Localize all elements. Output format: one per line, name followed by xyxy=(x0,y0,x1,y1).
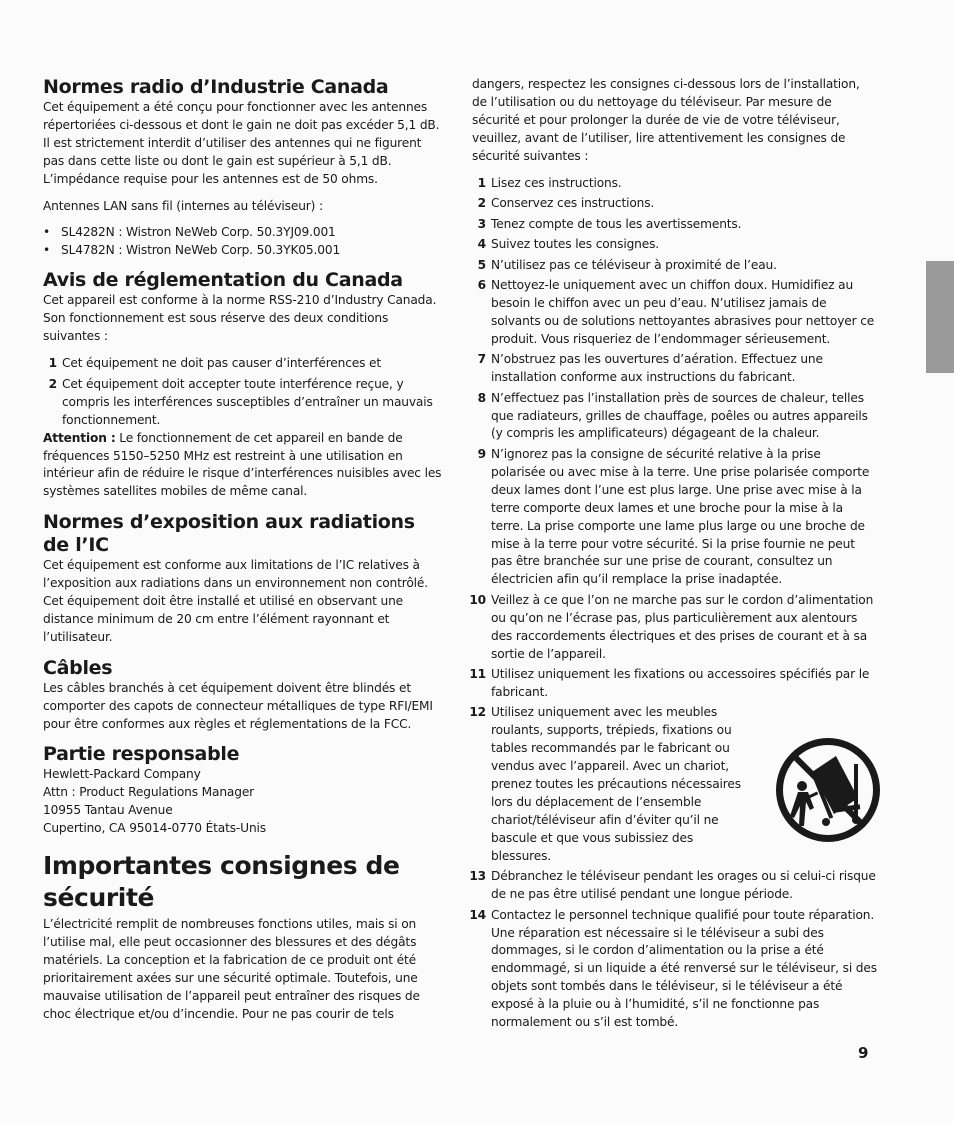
list-item: 11 Utilisez uniquement les fixations ou accessoires spécifiés par le fabricant. xyxy=(469,667,870,699)
section-title-safety: Importantes consignes de sécurité xyxy=(43,851,400,913)
paragraph-radiation: Cet équipement est conforme aux limitations de l’IC relatives à l’exposition aux radiations dans un environnement non contrôlé. Cet équipement doit être installé et utilisé en observant une distance minimum de 20 cm entre l’élément rayonnant et l’utilisateur. xyxy=(43,558,428,644)
paragraph-lan-antennas: Antennes LAN sans fil (internes au téléviseur) : xyxy=(43,198,323,213)
attention-label: Attention : xyxy=(43,430,116,445)
list-item: 10 Veillez à ce que l’on ne marche pas sur le cordon d’alimentation ou qu’on ne l’écrase pas, plus particulièrement aux alentours des raccordements électriques et des prises de courant et à sa sortie de l’appareil. xyxy=(469,592,874,661)
list-item: 13 Débranchez le téléviseur pendant les orages ou si celui-ci risque de ne pas être utilisé pendant une longue période. xyxy=(469,869,876,902)
list-item: 2 Cet équipement doit accepter toute interférence reçue, y compris les interférences susceptibles d’entraîner un mauvais fonctionnement. xyxy=(48,376,433,427)
right-column xyxy=(469,76,877,1032)
list-item: 14 Contactez le personnel technique qualifié pour toute réparation. Une réparation est nécessaire si le téléviseur a subi des dommages, si le cordon d’alimentation ou la prise a été endommagé, si un liquide a été renversé sur le téléviseur, si des objets sont tombés dans le téléviseur, si le téléviseur a été exposé à la pluie ou à l’humidité, s’il ne fonctionne pas normalement ou s’il est tombé. xyxy=(469,907,877,1030)
paragraph-safety-intro: L’électricité remplit de nombreuses fonctions utiles, mais si on l’utilise mal, elle peut occasionner des blessures et des dégâts matériels. La conception et la fabrication de ce produit ont été prioritairement axées sur une sécurité optimale. Toutefois, une mauvaise utilisation de l’appareil peut entraîner des risques de choc électrique et/ou d’incendie. Pour ne pas courir de tels xyxy=(43,917,420,1021)
conditions-list xyxy=(43,355,443,430)
section-title-canada-regulation: Avis de réglementation du Canada xyxy=(43,269,403,292)
list-item: 1 Cet équipement ne doit pas causer d’interférences et xyxy=(48,355,382,370)
list-item: 6 Nettoyez-le uniquement avec un chiffon doux. Humidifiez au besoin le chiffon avec un peu d’eau. N’utilisez jamais de solvants ou de solutions nettoyantes abrasives pour nettoyer ce produit. Vous risqueriez de l’endommager sérieusement. xyxy=(477,278,875,346)
left-column xyxy=(43,76,443,1024)
list-item: 12 Utilisez uniquement avec les meubles roulants, supports, trépieds, fixations ou tables recommandés par le fabricant ou vendus avec l’appareil. Avec un chariot, prenez toutes les précautions nécessaires lors du déplacement de l’ensemble chariot/téléviseur afin d’éviter qu’il ne bascule et que vous subissiez des blessures. xyxy=(469,705,741,863)
paragraph-rss210: Cet appareil est conforme à la norme RSS-210 d’Industry Canada. Son fonctionnement est sous réserve des deux conditions suivantes : xyxy=(43,293,437,344)
section-title-ic-radiation: Normes d’exposition aux radiations de l’IC xyxy=(43,511,415,557)
paragraph-safety-continued: dangers, respectez les consignes ci-dessous lors de l’installation, de l’utilisation ou du nettoyage du téléviseur. Par mesure de sécurité et pour prolonger la durée de vie de votre téléviseur, veuillez, avant de l’utiliser, lire attentivement les consignes de sécurité suivantes : xyxy=(472,77,860,163)
list-item: 1 Lisez ces instructions. xyxy=(477,175,622,190)
chapter-tab xyxy=(926,261,954,373)
section-title-radio-canada: Normes radio d’Industrie Canada xyxy=(43,76,389,98)
list-item: 9 N’ignorez pas la consigne de sécurité relative à la prise polarisée ou avec mise à la terre. Une prise polarisée comporte deux lames dont l’une est plus large. Une prise avec mise à la terre comporte deux lames et une broche pour la mise à la terre. La prise comporte une lame plus large ou une broche de mise à la terre pour votre sécurité. Si la prise fournie ne peut pas être branchée sur une prise de courant, consultez un électricien afin qu’il remplace la prise inadaptée. xyxy=(477,446,870,587)
section-title-cables: Câbles xyxy=(43,656,113,679)
address-line: Cupertino, CA 95014-0770 États-Unis xyxy=(43,821,266,836)
paragraph-antennas: Cet équipement a été conçu pour fonctionner avec les antennes répertoriées ci-dessous et dont le gain ne doit pas excéder 5,1 dB. Il est strictement interdit d’utiliser des antennes qui ne figurent pas dans cette liste ou dont le gain est supérieur à 5,1 dB. L’impédance requise pour les antennes est de 50 ohms. xyxy=(43,100,440,186)
list-item: 3 Tenez compte de tous les avertissements. xyxy=(477,216,742,231)
list-item: 5 N’utilisez pas ce téléviseur à proximité de l’eau. xyxy=(477,257,777,272)
paragraph-cables: Les câbles branchés à cet équipement doivent être blindés et comporter des capots de connecteur métalliques de type RFI/EMI pour être conformes aux règles et réglementations de la FCC. xyxy=(43,680,433,731)
address-line: Hewlett-Packard Company xyxy=(43,767,201,782)
list-item: • SL4782N : Wistron NeWeb Corp. 50.3YK05.001 xyxy=(43,242,443,260)
safety-instructions-list xyxy=(469,175,877,1032)
section-title-responsible-party: Partie responsable xyxy=(43,743,240,766)
page-number: 9 xyxy=(858,1044,869,1062)
list-item: 4 Suivez toutes les consignes. xyxy=(477,237,659,252)
list-item: 8 N’effectuez pas l’installation près de sources de chaleur, telles que radiateurs, grilles de chauffage, poêles ou autres appareils (y compris les amplificateurs) dégageant de la chaleur. xyxy=(477,390,868,441)
address-line: Attn : Product Regulations Manager xyxy=(43,785,255,800)
attention-paragraph: Attention : Le fonctionnement de cet appareil en bande de fréquences 5150–5250 MHz est restreint à une utilisation en intérieur afin de réduire le risque d’interférences nuisibles avec les systèmes satellites mobiles de même canal. xyxy=(43,430,442,499)
list-item: • SL4282N : Wistron NeWeb Corp. 50.3YJ09.001 xyxy=(43,224,443,242)
cart-tipover-warning-icon xyxy=(774,736,882,844)
address-line: 10955 Tantau Avenue xyxy=(43,803,173,818)
antenna-list xyxy=(43,224,443,260)
list-item: 2 Conservez ces instructions. xyxy=(477,196,655,211)
list-item: 7 N’obstruez pas les ouvertures d’aération. Effectuez une installation conforme aux instructions du fabricant. xyxy=(477,352,823,385)
